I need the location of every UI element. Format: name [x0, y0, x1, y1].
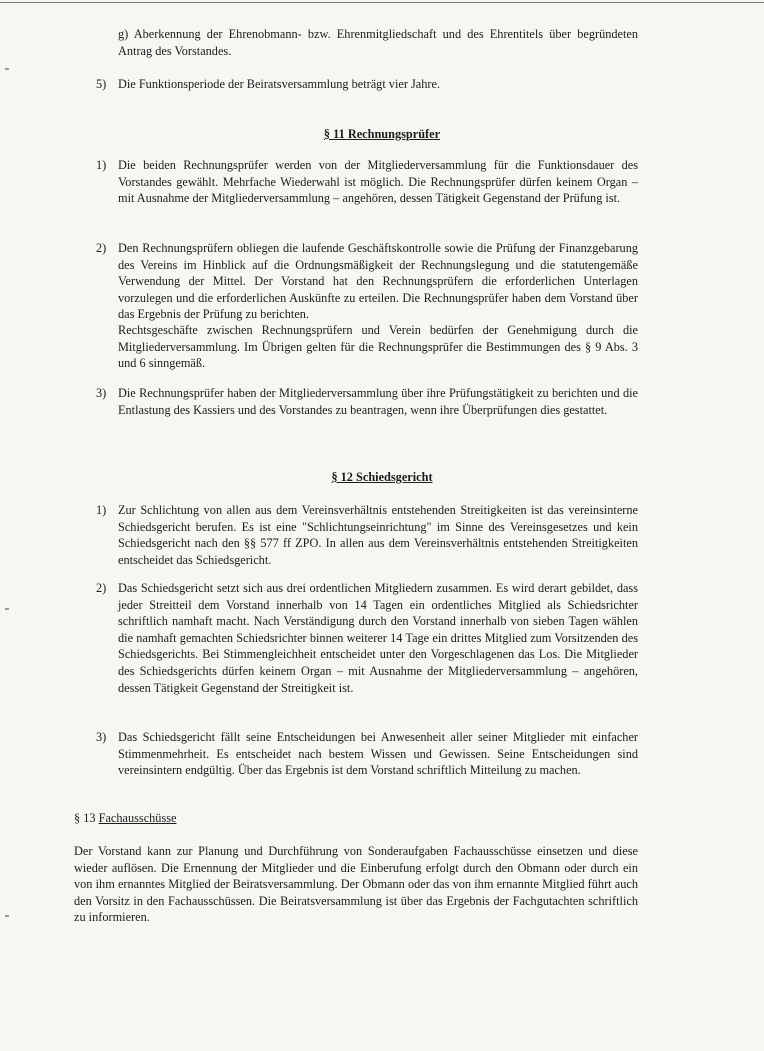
list-item-g: g) Aberkennung der Ehrenobmann- bzw. Ehrenmitgliedschaft und des Ehrentitels über begründeten Antrag des Vorstandes.: [118, 27, 638, 58]
item-number: 1): [96, 158, 107, 172]
section-13-heading: § 13 Fachausschüsse: [74, 811, 177, 825]
section-11-item-3: Die Rechnungsprüfer haben der Mitgliederversammlung über ihre Prüfungstätigkeit zu berichten und die Entlastung des Kassiers und des Vorstandes zu beantragen, wenn ihre Überprüfungen dies gestattet.: [118, 386, 638, 417]
section-12-item-1: Zur Schlichtung von allen aus dem Vereinsverhältnis entstehenden Streitigkeiten ist das vereinsinterne Schiedsgericht berufen. Es ist eine "Schlichtungseinrichtung" im Sinne des Vereinsgesetzes und kein Schiedsgericht nach den §§ 577 ff ZPO. In allen aus dem Vereinsverhältnis entstehenden Streitigkeiten entscheidet das Schiedsgericht.: [118, 503, 638, 567]
item-number: 5): [96, 77, 107, 91]
section-13-text: Der Vorstand kann zur Planung und Durchführung von Sonderaufgaben Fachausschüsse einsetzen und diese wieder auflösen. Die Ernennung der Mitglieder und die Einberufung erfolgt durch den Obmann oder durch ein von ihm ernanntes Mitglied der Beiratsversammlung. Der Obmann oder das von ihm ernannte Mitglied führt auch den Vorsitz in den Fachausschüssen. Die Beiratsversammlung ist über das Ergebnis der Fachgutachten schriftlich zu informieren.: [74, 844, 638, 925]
item-number: 1): [96, 503, 107, 517]
section-12-heading: § 12 Schiedsgericht: [331, 470, 433, 484]
section-11-item-2-continued: Rechtsgeschäfte zwischen Rechnungsprüfern und Verein bedürfen der Genehmigung durch die Mitgliederversammlung. Im Übrigen gelten für die Rechnungsprüfer die Bestimmungen des § 9 Abs. 3 und 6 sinngemäß.: [118, 323, 638, 371]
scan-mark: [5, 915, 9, 917]
section-11-heading: § 11 Rechnungsprüfer: [323, 127, 441, 141]
item-number: 2): [96, 241, 107, 255]
item-number: 2): [96, 581, 107, 595]
item-number: 3): [96, 386, 107, 400]
scan-mark: [5, 608, 9, 610]
section-12-item-2: Das Schiedsgericht setzt sich aus drei ordentlichen Mitgliedern zusammen. Es wird derart gebildet, dass jeder Streitteil dem Vorstand innerhalb von 14 Tagen ein ordentliches Mitglied als Schiedsrichter schriftlich namhaft macht. Nach Verständigung durch den Vorstand innerhalb von sieben Tagen wählen die namhaft gemachten Schiedsrichter binnen weiterer 14 Tage ein drittes Mitglied zum Vorsitzenden des Schiedsgerichts. Bei Stimmengleichheit entscheidet unter den Vorgeschlagenen das Los. Die Mitglieder des Schiedsgerichts dürfen keinem Organ – mit Ausnahme der Mitgliederversammlung – angehören, dessen Tätigkeit Gegenstand der Streitigkeit ist.: [118, 581, 638, 695]
item-5-text: Die Funktionsperiode der Beiratsversammlung beträgt vier Jahre.: [118, 77, 441, 91]
item-number: 3): [96, 730, 107, 744]
scan-mark: [5, 68, 9, 70]
section-11-item-2: Den Rechnungsprüfern obliegen die laufende Geschäftskontrolle sowie die Prüfung der Finanzgebarung des Vereins im Hinblick auf die Ordnungsmäßigkeit der Rechnungslegung und die statutengemäße Verwendung der Mittel. Der Vorstand hat den Rechnungsprüfern die erforderlichen Unterlagen vorzulegen und die erforderlichen Auskünfte zu erteilen. Die Rechnungsprüfer haben dem Vorstand über das Ergebnis der Prüfung zu berichten.: [118, 241, 638, 322]
section-11-item-1: Die beiden Rechnungsprüfer werden von der Mitgliederversammlung für die Funktionsdauer des Vorstandes gewählt. Mehrfache Wiederwahl ist möglich. Die Rechnungsprüfer dürfen keinem Organ – mit Ausnahme der Mitgliederversammlung – angehören, dessen Tätigkeit Gegenstand der Prüfung ist.: [118, 158, 638, 206]
section-12-item-3: Das Schiedsgericht fällt seine Entscheidungen bei Anwesenheit aller seiner Mitglieder mit einfacher Stimmenmehrheit. Es entscheidet nach bestem Wissen und Gewissen. Seine Entscheidungen sind vereinsintern endgültig. Über das Ergebnis ist dem Vorstand schriftlich Mitteilung zu machen.: [118, 730, 638, 778]
top-rule: [0, 2, 764, 3]
